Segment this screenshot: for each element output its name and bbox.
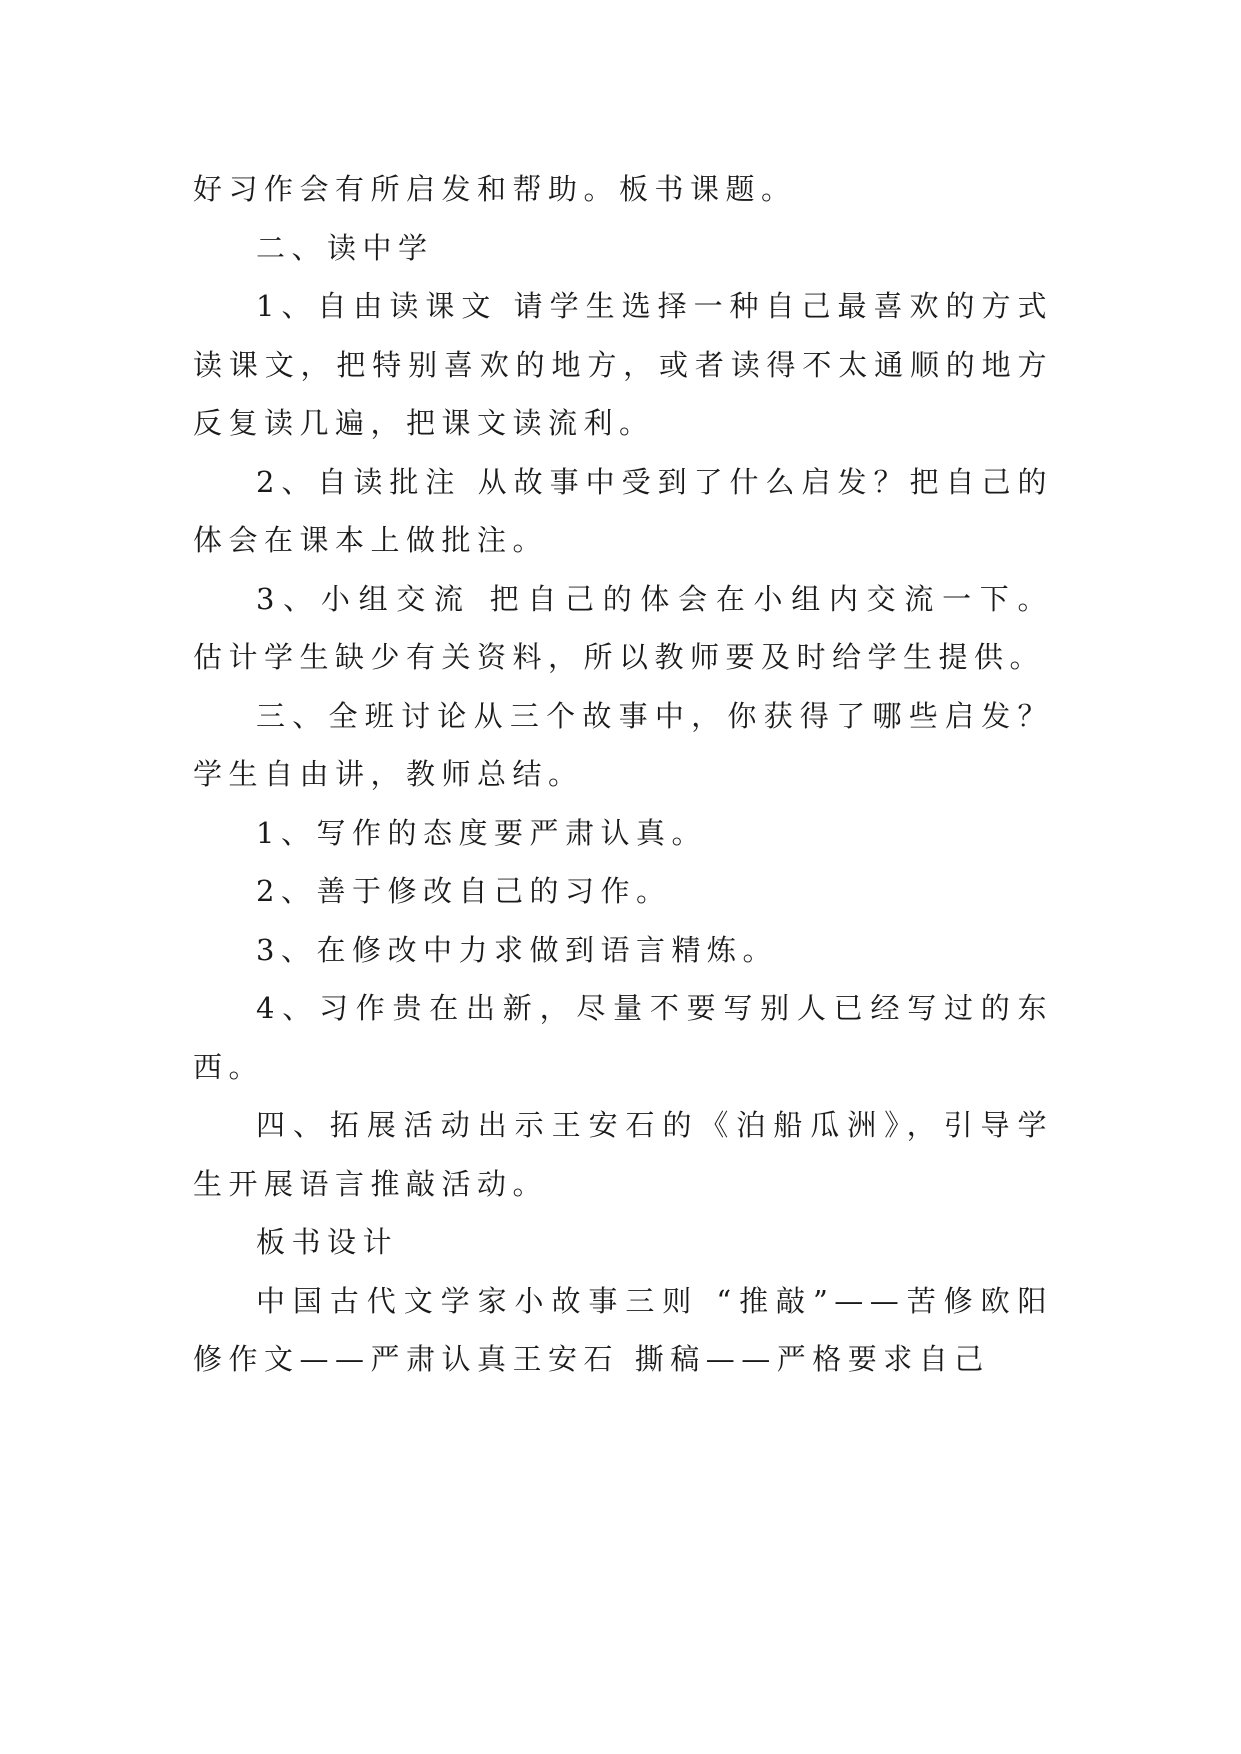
list-item-point-2: 2、善于修改自己的习作。 (256, 874, 672, 908)
paragraph-group-discussion: 3、小组交流 把自己的体会在小组内交流一下。 估计学生缺少有关资料，所以教师要及时给学生提供。 (193, 581, 1053, 674)
section-heading-extension-activity: 四、拓展活动出示王安石的《泊船瓜洲》，引导学生开展语言推敲活动。 (193, 1108, 1053, 1201)
list-item-point-3: 3、在修改中力求做到语言精炼。 (256, 932, 778, 967)
list-item-point-1: 1、写作的态度要严肃认真。 (256, 815, 707, 850)
paragraph-intro-continuation: 好习作会有所启发和帮助。板书课题。 (193, 172, 797, 206)
section-heading-read-and-learn: 二、读中学 (256, 230, 434, 265)
section-heading-board-design: 板书设计 (256, 1225, 399, 1259)
paragraph-self-annotation: 2、自读批注 从故事中受到了什么启发？把自己的体会在课本上做批注。 (193, 464, 1053, 557)
section-heading-class-discussion: 三、全班讨论从三个故事中，你获得了哪些启发？学生自由讲，教师总结。 (193, 698, 1053, 791)
paragraph-board-design-content: 中国古代文学家小故事三则 “推敲”——苦修欧阳修作文——严肃认真王安石 撕稿——严格要求自己 (193, 1283, 1053, 1376)
paragraph-free-reading: 1、自由读课文 请学生选择一种自己最喜欢的方式读课文，把特别喜欢的地方，或者读得不太通顺的地方反复读几遍，把课文读流利。 (193, 289, 1053, 440)
document-page (193, 160, 1053, 1389)
list-item-point-4: 4、习作贵在出新，尽量不要写别人已经写过的东西。 (193, 991, 1053, 1084)
